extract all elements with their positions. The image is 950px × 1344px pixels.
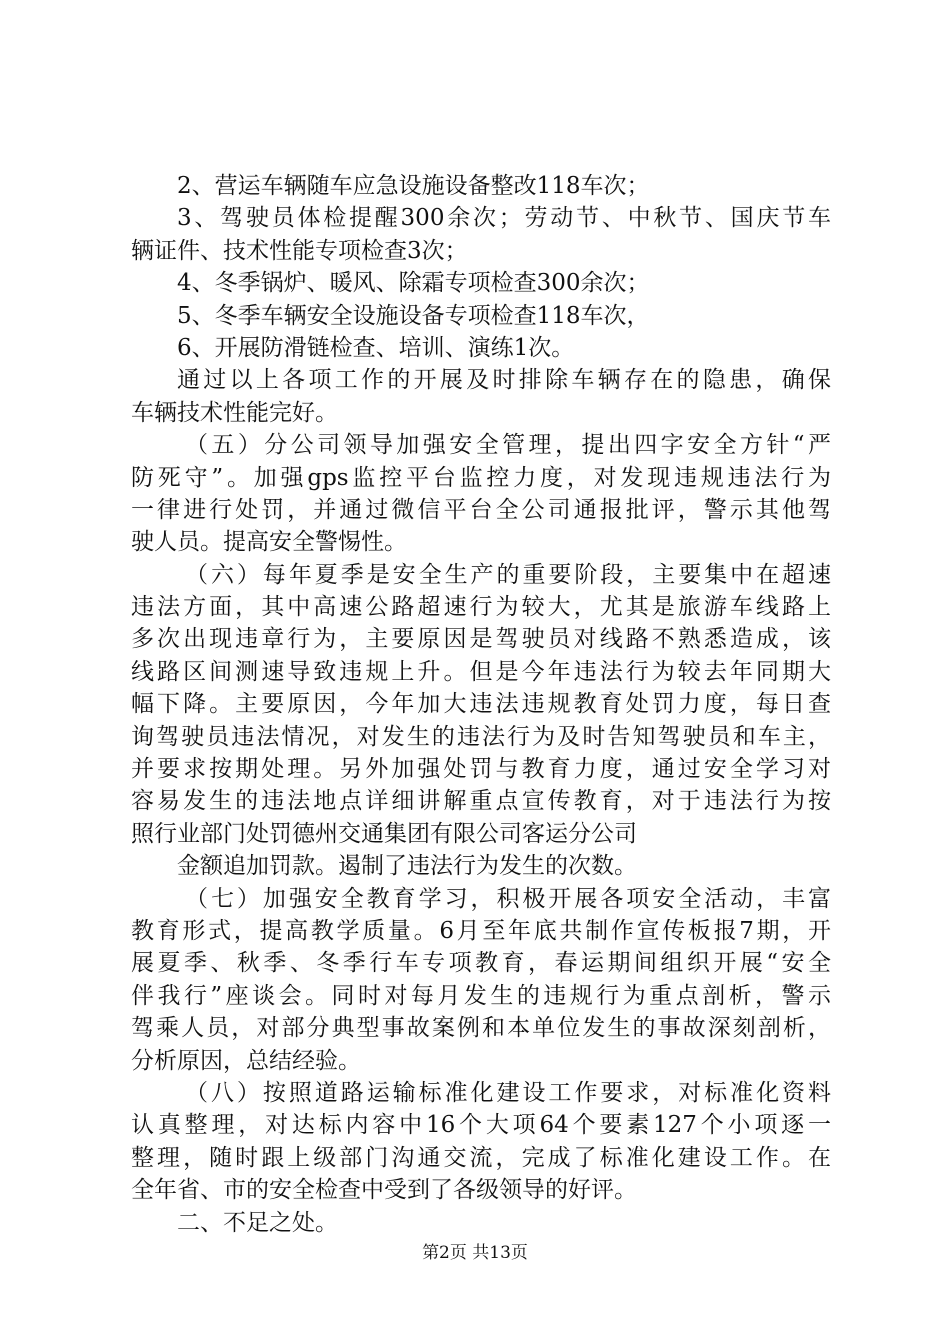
text-line: 幅下降。主要原因，今年加大违法违规教育处罚力度，每日查 [131, 691, 831, 718]
text-line: 认真整理，对达标内容中16个大项64个要素127个小项逐一 [131, 1112, 831, 1139]
text-line: 违法方面，其中高速公路超速行为较大，尤其是旅游车线路上 [131, 594, 831, 621]
text-line: 分析原因，总结经验。 [131, 1047, 361, 1074]
text-line: 金额追加罚款。遏制了违法行为发生的次数。 [177, 853, 637, 880]
document-body [131, 170, 831, 1239]
text-line: 二、不足之处。 [177, 1209, 338, 1236]
text-line: 照行业部门处罚德州交通集团有限公司客运分公司 [131, 820, 637, 847]
text-line: 驾乘人员，对部分典型事故案例和本单位发生的事故深刻剖析， [131, 1015, 831, 1042]
text-line: 5、冬季车辆安全设施设备专项检查118车次， [177, 302, 650, 329]
text-line: 3、驾驶员体检提醒300余次；劳动节、中秋节、国庆节车 [177, 205, 831, 232]
text-line: 一律进行处罚，并通过微信平台全公司通报批评，警示其他驾 [131, 496, 831, 523]
text-line: 整理，随时跟上级部门沟通交流，完成了标准化建设工作。在 [131, 1144, 831, 1171]
text-line: 伴我行”座谈会。同时对每月发生的违规行为重点剖析，警示 [131, 982, 831, 1009]
text-line: 容易发生的违法地点详细讲解重点宣传教育，对于违法行为按 [131, 788, 831, 815]
text-line: （七）加强安全教育学习，积极开展各项安全活动，丰富 [185, 885, 831, 912]
text-line: （六）每年夏季是安全生产的重要阶段，主要集中在超速 [185, 561, 831, 588]
text-line: 并要求按期处理。另外加强处罚与教育力度，通过安全学习对 [131, 756, 831, 783]
text-line: 通过以上各项工作的开展及时排除车辆存在的隐患，确保 [177, 367, 831, 394]
text-line: 询驾驶员违法情况，对发生的违法行为及时告知驾驶员和车主， [131, 723, 831, 750]
text-line: （五）分公司领导加强安全管理，提出四字安全方针“严 [185, 432, 831, 459]
text-line: 2、营运车辆随车应急设施设备整改118车次； [177, 173, 650, 199]
text-line: 展夏季、秋季、冬季行车专项教育，春运期间组织开展“安全 [131, 950, 831, 977]
text-line: 驶人员。提高安全警惕性。 [131, 529, 407, 556]
text-line: 4、冬季锅炉、暖风、除霜专项检查300余次； [177, 270, 650, 297]
text-line: 线路区间测速导致违规上升。但是今年违法行为较去年同期大 [131, 658, 831, 685]
text-line: 辆证件、技术性能专项检查3次； [131, 237, 468, 264]
text-line: 防死守”。加强gps监控平台监控力度，对发现违规违法行为 [131, 464, 831, 491]
text-line: 多次出现违章行为，主要原因是驾驶员对线路不熟悉造成，该 [131, 626, 831, 653]
text-line: 车辆技术性能完好。 [131, 399, 338, 426]
text-line: 全年省、市的安全检查中受到了各级领导的好评。 [131, 1177, 637, 1204]
text-line: 6、开展防滑链检查、培训、演练1次。 [177, 334, 575, 361]
text-line: （八）按照道路运输标准化建设工作要求，对标准化资料 [185, 1079, 831, 1106]
text-line: 教育形式，提高教学质量。6月至年底共制作宣传板报7期，开 [131, 917, 831, 944]
page-number-footer: 第2页 共13页 [422, 1243, 528, 1263]
